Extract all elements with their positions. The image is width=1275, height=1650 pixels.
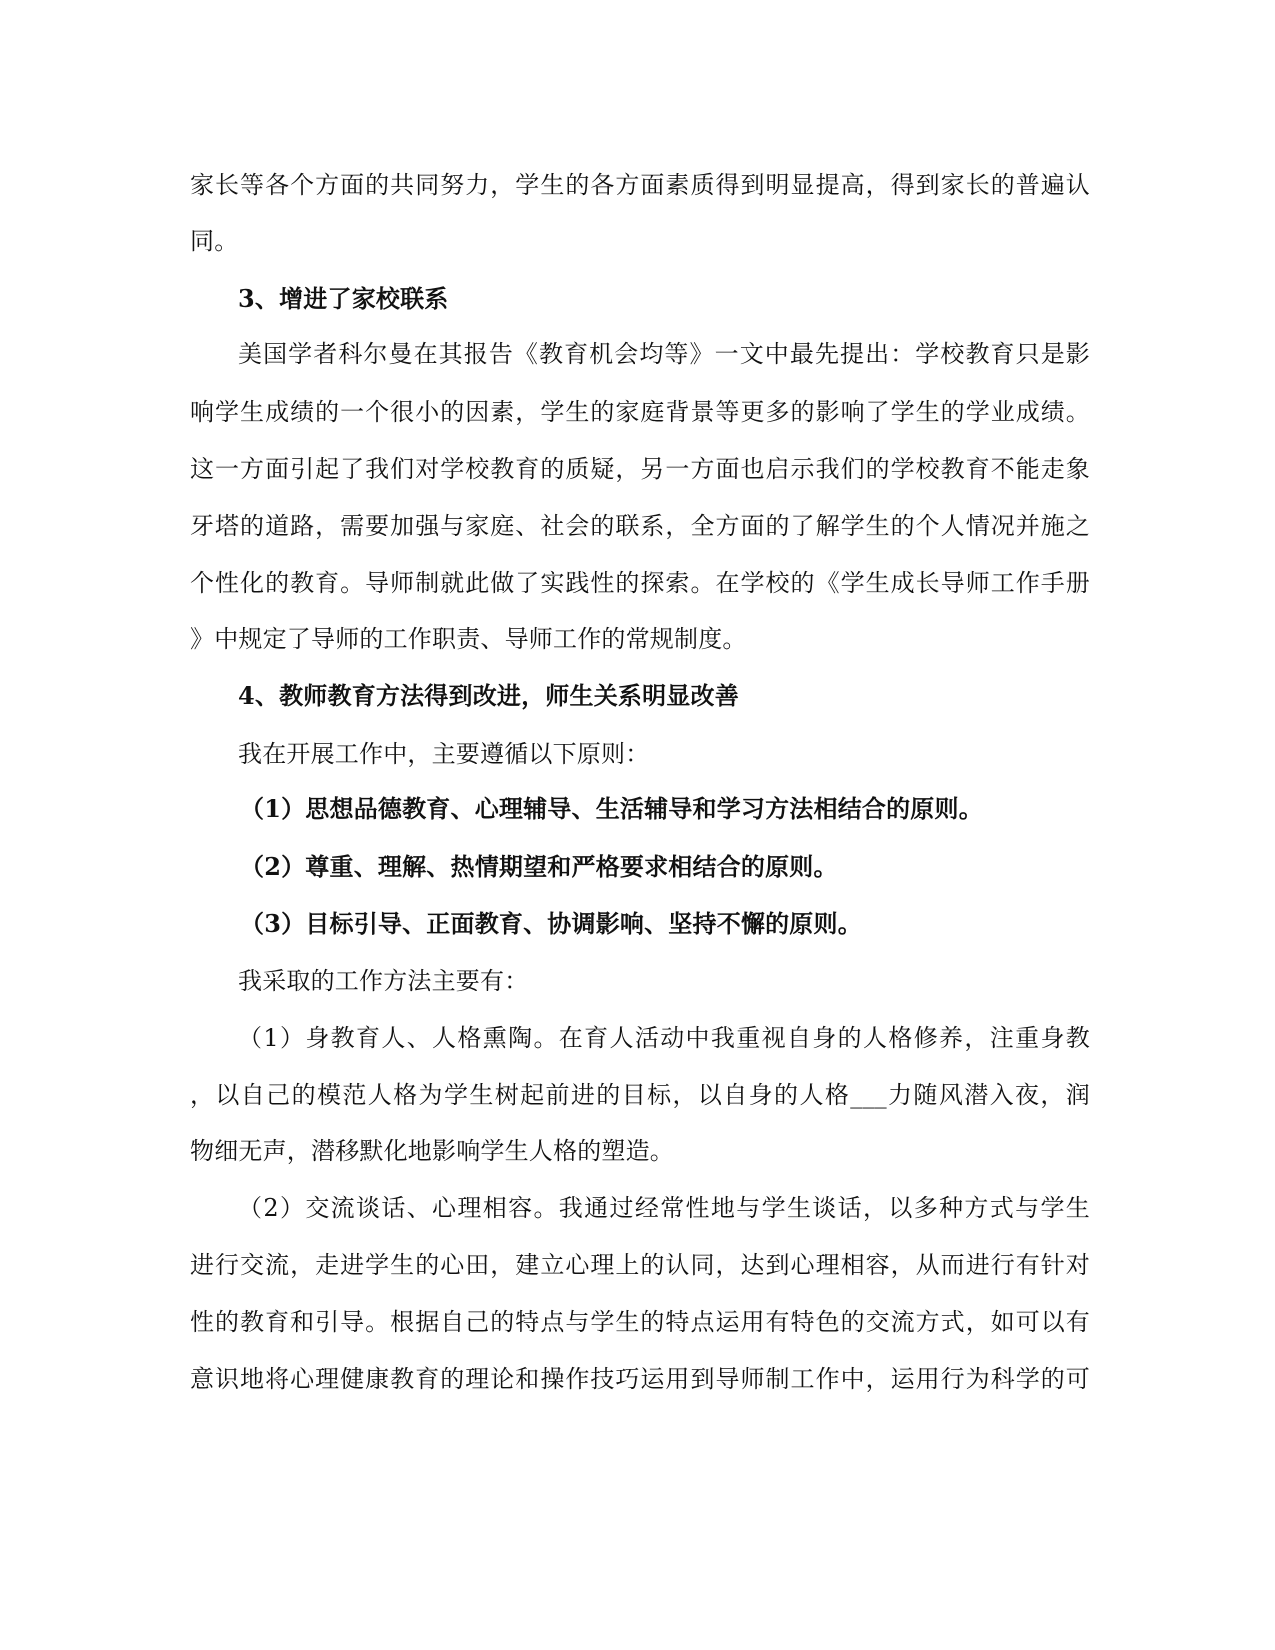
section-heading: 3、增进了家校联系 <box>238 284 449 313</box>
paragraph-line: ，以自己的模范人格为学生树起前进的目标，以自身的人格___力随风潜入夜，润 <box>190 1081 1090 1109</box>
section-heading: 4、教师教育方法得到改进，师生关系明显改善 <box>238 681 739 710</box>
paragraph-line: 牙塔的道路，需要加强与家庭、社会的联系，全方面的了解学生的个人情况并施之 <box>190 512 1090 540</box>
paragraph-line: 我在开展工作中，主要遵循以下原则： <box>238 740 650 768</box>
paragraph-line: 物细无声，潜移默化地影响学生人格的塑造。 <box>190 1137 674 1165</box>
paragraph-line: 同。 <box>190 227 239 255</box>
principle-item: （3）目标引导、正面教育、协调影响、坚持不懈的原则。 <box>240 909 862 938</box>
paragraph-line: 家长等各个方面的共同努力，学生的各方面素质得到明显提高，得到家长的普遍认 <box>190 171 1090 199</box>
paragraph-line: （1）身教育人、人格熏陶。在育人活动中我重视自身的人格修养，注重身教 <box>238 1024 1090 1052</box>
paragraph-line: 这一方面引起了我们对学校教育的质疑，另一方面也启示我们的学校教育不能走象 <box>190 455 1090 483</box>
paragraph-line: 》中规定了导师的工作职责、导师工作的常规制度。 <box>190 625 747 653</box>
paragraph-line: 个性化的教育。导师制就此做了实践性的探索。在学校的《学生成长导师工作手册 <box>190 569 1090 597</box>
principle-item: （2）尊重、理解、热情期望和严格要求相结合的原则。 <box>240 852 838 881</box>
paragraph-line: 美国学者科尔曼在其报告《教育机会均等》一文中最先提出：学校教育只是影 <box>238 340 1090 368</box>
paragraph-line: 我采取的工作方法主要有： <box>238 967 529 995</box>
paragraph-line: 性的教育和引导。根据自己的特点与学生的特点运用有特色的交流方式，如可以有 <box>190 1308 1090 1336</box>
paragraph-line: 响学生成绩的一个很小的因素，学生的家庭背景等更多的影响了学生的学业成绩。 <box>190 398 1090 426</box>
paragraph-line: （2）交流谈话、心理相容。我通过经常性地与学生谈话，以多种方式与学生 <box>238 1194 1090 1222</box>
paragraph-line: 意识地将心理健康教育的理论和操作技巧运用到导师制工作中，运用行为科学的可 <box>190 1365 1090 1393</box>
paragraph-line: 进行交流，走进学生的心田，建立心理上的认同，达到心理相容，从而进行有针对 <box>190 1251 1090 1279</box>
principle-item: （1）思想品德教育、心理辅导、生活辅导和学习方法相结合的原则。 <box>240 794 983 823</box>
